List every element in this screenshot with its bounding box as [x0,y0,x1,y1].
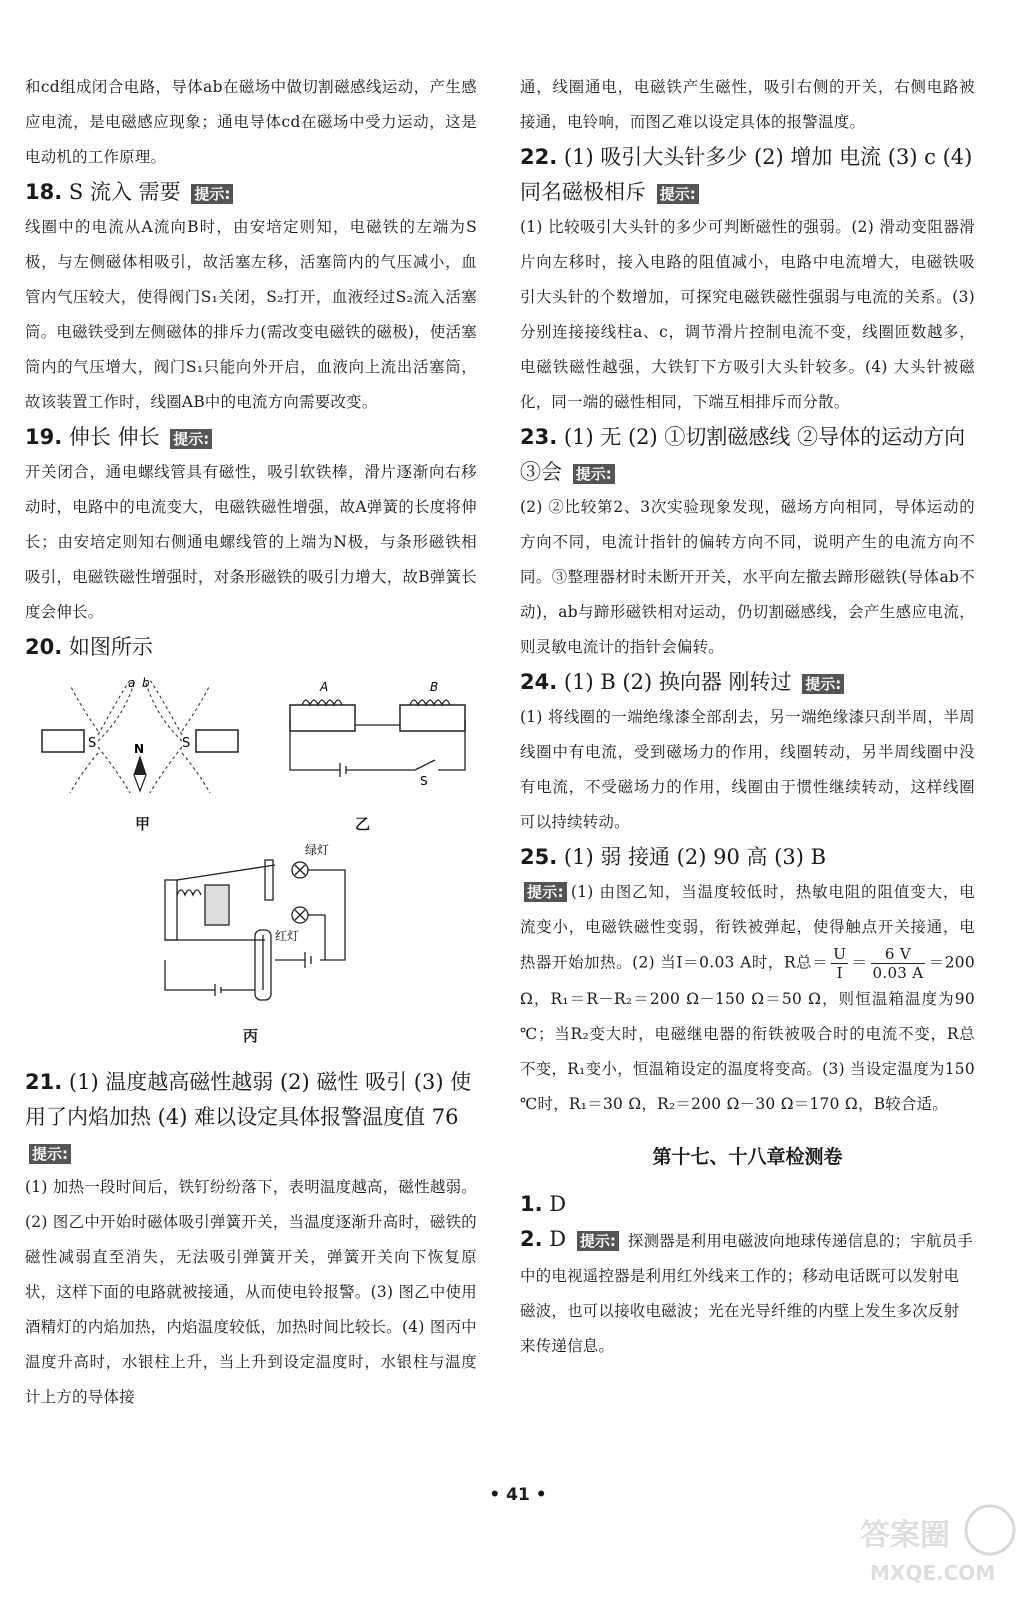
watermark-text: 答案圈 [860,1518,950,1553]
caption-yi: 乙 [355,815,371,833]
tip-text: 线圈中的电流从A流向B时，由安培定则知，电磁铁的左端为S极，与左侧磁体相吸引，故活塞左移，活塞筒内的气压减小，血管内气压较大，使得阀门S₁关闭，S₂打开，血液经过S₂流入活塞筒。电磁铁受到左侧磁体的排斥力(需改变电磁铁的磁极)，使活塞筒内的气压增大，阀门S₁只能向外开启，血液向上流出活塞筒，故该装置工作时，线圈AB中的电流方向需要改变。 [25,218,477,411]
left-column [25,70,477,1415]
tip-text: 探测器是利用电磁波向地球传递信息的；宇航员手中的电视遥控器是利用红外线来工作的；移动电话既可以发射电磁波，也可以接收电磁波；光在光导纤维的内壁上发生多次反射来传递信息。 [520,1232,974,1355]
green-light-label: 绿灯 [305,843,330,857]
figure-yi-solenoid-circuit [280,675,470,785]
answer: (1) B (2) 换向器 刚转过 [563,670,792,694]
answer-1 [520,1187,975,1222]
question-22 [520,140,975,420]
question-number: 19. [25,425,63,449]
figure-jia-magnet-diagram [40,675,240,795]
answer: D [549,1227,567,1251]
question-20 [25,630,477,1065]
caption-bing: 丙 [243,1027,259,1045]
figure-block [25,665,477,1065]
tip-text: (1) 加热一段时间后，铁钉纷纷落下，表明温度越高，磁性越弱。(2) 图乙中开始时磁体吸引弹簧开关，当温度逐渐升高时，磁铁的磁性减弱直至消失，无法吸引弹簧开关，弹簧开关向下恢复原状，这样下面的电路就被接通，从而使电铃报警。(3) 图乙中使用酒精灯的内焰加热，内焰温度较低，加热时间比较长。(4) 图丙中温度升高时，水银柱上升，当上升到设定温度时，水银柱与温度计上方的导体接 [25,1178,477,1406]
coil-label-b: B [430,680,439,694]
question-number: 2. [520,1227,543,1251]
tip-label: 提示: [577,1231,619,1251]
compass-n-label: N [134,742,145,756]
answer: (1) 温度越高磁性越弱 (2) 磁性 吸引 (3) 使用了内焰加热 (4) 难以设定具体报警温度值 76 [25,1070,472,1129]
label-a: a [128,676,136,690]
tip-label: 提示: [524,882,567,902]
tip-label: 提示: [657,184,699,204]
intro-paragraph: 和cd组成闭合电路，导体ab在磁场中做切割磁感线运动，产生感应电流，是电磁感应现象；通电导体cd在磁场中受力运动，这是电动机的工作原理。 [25,78,477,166]
label-b: b [142,676,150,690]
pole-label-s-left: S [88,736,97,751]
tip-label: 提示: [802,674,844,694]
question-number: 24. [520,670,558,694]
fraction-6v-over-003a: $\frac{6 V}{0.03 A}$ [872,945,924,982]
question-number: 23. [520,425,558,449]
watermark-url: MXQE.COM [870,1561,996,1585]
tip-text: (1) 比较吸引大头针的多少可判断磁性的强弱。(2) 滑动变阻器滑片向左移时，接入电路的阻值减小，电路中电流增大，电磁铁吸引大头针的个数增加，可探究电磁铁磁性强弱与电流的关系。(3) 分别连接接线柱a、c，调节滑片控制电流不变，线圈匝数越多，电磁铁磁性越强，大铁钉下方吸引大头针较多。(4) 大头针被磁化，同一端的磁性相同，下端互相排斥而分散。 [520,218,975,411]
answer: 伸长 伸长 [68,425,160,449]
question-23 [520,420,975,665]
continuation-paragraph: 通，线圈通电，电磁铁产生磁性，吸引右侧的开关，右侧电路被接通，电铃响，而图乙难以设定具体的报警温度。 [520,78,975,131]
answer: (1) 无 (2) ①切割磁感线 ②导体的运动方向 ③会 [520,425,966,484]
section-title: 第十七、十八章检测卷 [652,1146,843,1168]
question-number: 18. [25,180,63,204]
watermark-logo [850,1500,1020,1590]
fraction-u-over-i: $\frac{U}{I}$ [833,945,847,982]
tip-label: 提示: [170,429,212,449]
caption-jia: 甲 [135,815,151,833]
tip-text: 开关闭合，通电螺线管具有磁性，吸引软铁棒，滑片逐渐向右移动时，电路中的电流变大，电磁铁磁性增强，故A弹簧的长度将伸长；由安培定则知右侧通电螺线管的上端为N极，与条形磁铁相吸引，电磁铁磁性增强时，对条形磁铁的吸引力增大，故B弹簧长度会伸长。 [25,463,477,621]
tip-text-part-2: ＝200 Ω，R₁＝R－R₂＝200 Ω－150 Ω＝50 Ω，则恒温箱温度为90 ℃；当R₂变大时，电磁继电器的衔铁被吸合时的电流不变，R总不变，R₁变小，恒温箱设定的温度将变高。(3) 当设定温度为150 ℃时，R₁＝30 Ω，R₂＝200 Ω－30 Ω＝170 Ω，B较合适。 [520,953,975,1113]
question-19 [25,420,477,630]
switch-label-s: S [420,774,428,785]
answer-2 [520,1222,975,1364]
tip-label: 提示: [573,464,615,484]
question-number: 1. [520,1192,543,1216]
answer: S 流入 需要 [68,180,181,204]
tip-text: (2) ②比较第2、3次实验现象发现，磁场方向相同，导体运动的方向不同，电流计指针的偏转方向不同，说明产生的电流方向不同。③整理器材时未断开开关，水平向左撤去蹄形磁铁(导体ab不动)，ab与蹄形磁铁相对运动，仍切割磁感线，会产生感应电流，则灵敏电流计的指针会偏转。 [520,498,975,656]
tip-text: (1) 将线圈的一端绝缘漆全部刮去，另一端绝缘漆只刮半周，半周线圈中有电流，受到磁场力的作用，线圈转动，另半周线圈中没有电流，不受磁场力的作用，线圈由于惯性继续转动，这样线圈可以持续转动。 [520,708,975,831]
question-number: 21. [25,1070,63,1094]
tip-text-part-1: (1) 由图乙知，当温度较低时，热敏电阻的阻值变大，电流变小，电磁铁磁性变弱，衔铁被弹起，使得触点开关接通，电热器开始加热。(2) 当I＝0.03 A时，R总＝ [520,883,975,972]
answer: (1) 吸引大头针多少 (2) 增加 电流 (3) c (4) 同名磁极相斥 [520,145,973,204]
coil-label-a: A [320,680,329,694]
question-number: 25. [520,845,558,869]
answer: 如图所示 [68,635,153,659]
question-number: 20. [25,635,63,659]
page-number: • 41 • [489,1485,547,1505]
answer: (1) 弱 接通 (2) 90 高 (3) B [563,845,827,869]
question-18 [25,175,477,420]
question-21 [25,1065,477,1415]
pole-label-s-right: S [182,736,191,751]
question-25: 25. (1) 弱 接通 (2) 90 高 (3) B 提示: (1) 由图乙知，当温度较低时，热敏电阻的阻值变大，电流变小，电磁铁磁性变弱，衔铁被弹起，使得触点开关接通，电热器开始加热。(2) 当I＝0.03 A时，R总＝ $\frac{U}{I}$ ＝ $\frac{6 V}{0.03 A}$ ＝200 Ω，R₁＝R－R₂＝200 Ω－150 Ω＝50 Ω，则恒温箱温度为90 ℃；当R₂变大时，电磁继电器的衔铁被吸合时的电流不变，R总不变，R₁变小，恒温箱设定的温度将变高。(3) 当设定温度为150 ℃时，R₁＝30 Ω，R₂＝200 Ω－30 Ω＝170 Ω，B较合适。 [520,845,975,1113]
question-number: 22. [520,145,558,169]
answer: D [549,1192,567,1216]
question-24 [520,665,975,840]
figure-bing-relay-circuit [155,840,355,1010]
tip-label: 提示: [29,1144,71,1164]
right-column [520,70,975,1364]
red-light-label: 红灯 [275,929,300,943]
tip-label: 提示: [191,184,233,204]
